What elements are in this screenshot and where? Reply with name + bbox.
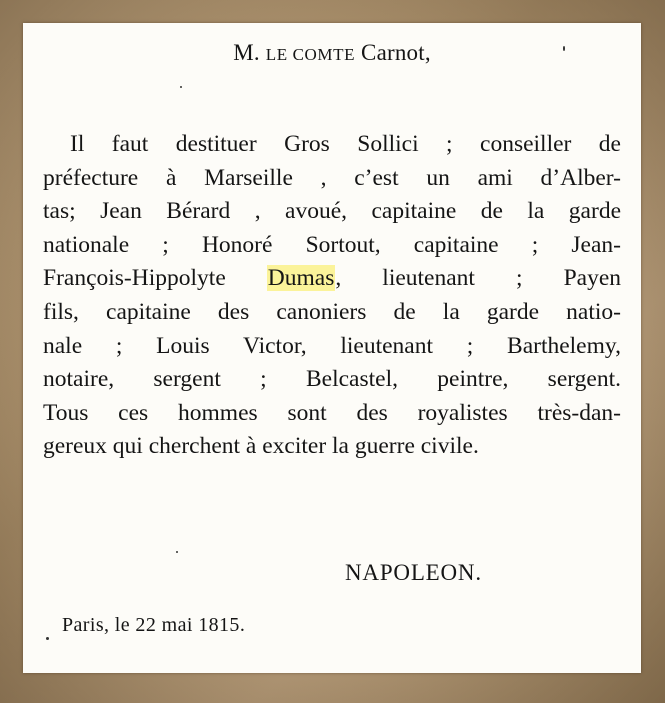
body-line-start: François-Hippolyte xyxy=(43,265,226,292)
ink-speck xyxy=(176,551,178,553)
body-line: fils, capitaine des canoniers de la garde natio- xyxy=(43,298,621,325)
ink-speck xyxy=(563,46,565,51)
dateline: Paris, le 22 mai 1815. xyxy=(62,614,246,636)
signature: NAPOLEON. xyxy=(345,560,482,585)
ink-speck xyxy=(46,637,49,640)
body-line-end: , lieutenant ; Payen xyxy=(335,265,621,292)
letter-heading xyxy=(23,40,641,66)
heading-prefix: M. xyxy=(233,40,260,65)
body-line-with-highlight xyxy=(43,262,621,296)
body-line: tas; Jean Bérard , avoué, capitaine de la garde xyxy=(43,198,621,225)
body-line: Il faut destituer Gros Sollici ; conseiller de xyxy=(70,131,621,157)
body-line: notaire, sergent ; Belcastel, peintre, sergent. xyxy=(43,366,621,393)
body-line: nale ; Louis Victor, lieutenant ; Barthelemy, xyxy=(43,332,621,359)
ink-speck xyxy=(180,86,182,88)
body-line: Tous ces hommes sont des royalistes très-dan- xyxy=(43,399,621,426)
heading-name: Carnot, xyxy=(361,40,431,65)
highlighted-name: Dumas xyxy=(267,265,335,292)
heading-title: LE COMTE xyxy=(265,45,356,64)
body-line: préfecture à Marseille , c’est un ami d’Alber- xyxy=(43,164,621,191)
letter-body xyxy=(43,128,621,464)
document-page xyxy=(23,23,641,673)
body-line: nationale ; Honoré Sortout, capitaine ; Jean- xyxy=(43,231,621,258)
body-line: gereux qui cherchent à exciter la guerre civile. xyxy=(43,433,479,460)
